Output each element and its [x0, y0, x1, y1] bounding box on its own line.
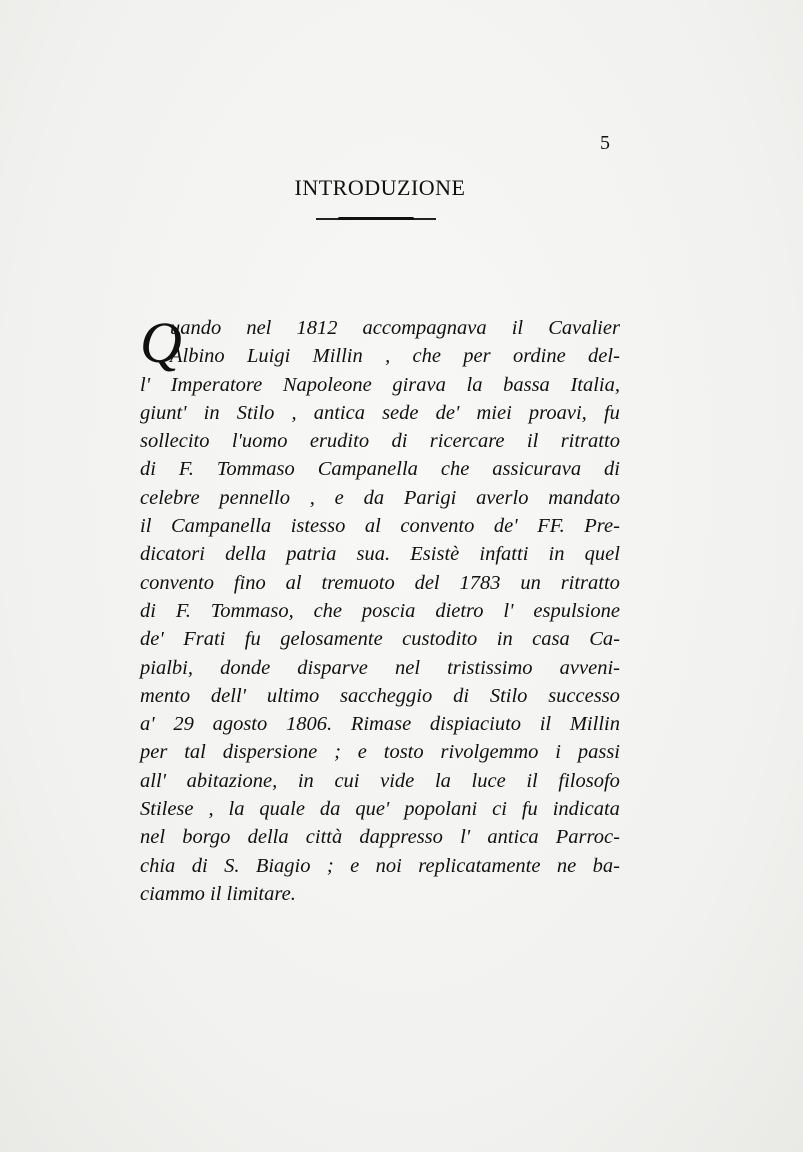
word: di [391, 430, 408, 453]
word: chia [140, 854, 176, 877]
word: donde [220, 656, 271, 679]
word: tristissimo [447, 656, 533, 679]
word: di [140, 599, 156, 622]
text-line [140, 597, 620, 625]
word: luce [471, 769, 506, 792]
word: pennello [219, 486, 290, 509]
word: la [466, 373, 483, 396]
word: sua. [356, 543, 391, 566]
word: Ca- [589, 628, 620, 651]
word: accompagnava [362, 317, 487, 339]
word: che [412, 345, 441, 368]
word: fino [233, 571, 266, 594]
word: averlo [476, 486, 529, 509]
word: Rimase [350, 713, 412, 736]
word: e [334, 486, 344, 509]
text-line [140, 427, 620, 455]
word: in [203, 401, 220, 424]
word: 1783 [459, 571, 501, 594]
word: Biagio [255, 854, 311, 877]
word: ne [556, 854, 577, 877]
word: fu [244, 628, 261, 651]
word: al [364, 515, 381, 538]
text-line [140, 710, 620, 738]
text-line: ciammo il limitare. [140, 882, 296, 905]
word: Tommaso, [210, 599, 294, 622]
word: filosofo [558, 769, 620, 792]
word: patria [286, 543, 337, 566]
word: , [309, 486, 315, 509]
word: girava [392, 373, 446, 396]
word: ci [492, 798, 507, 821]
word: Esistè [410, 543, 460, 566]
word: nel [394, 656, 421, 679]
word: di [140, 458, 156, 481]
word: fu [603, 401, 620, 424]
word: 1812 [296, 317, 338, 339]
word: Stilo [236, 401, 275, 424]
word: istesso [290, 515, 346, 538]
word: mandato [548, 486, 620, 509]
word: da [319, 798, 341, 821]
word: sollecito [140, 430, 210, 453]
word: antica [487, 826, 539, 849]
word: dispiaciuto [429, 713, 522, 736]
word: ; [334, 741, 341, 764]
word: pialbi, [140, 656, 193, 679]
body-text [140, 310, 620, 908]
word: ricercare [429, 430, 505, 453]
page-number: 5 [600, 132, 610, 154]
word: per [463, 345, 491, 368]
word: assicurava [492, 458, 582, 481]
word: convento [140, 571, 214, 594]
word: di [604, 458, 620, 481]
chapter-heading: INTRODUZIONE [294, 174, 466, 200]
word: ; [326, 854, 334, 877]
word: avveni- [559, 656, 620, 679]
word: i [555, 741, 561, 764]
text-line [140, 371, 620, 399]
word: giunt' [140, 401, 187, 424]
word: noi [375, 854, 402, 877]
word: dappresso [359, 826, 443, 849]
word: e [350, 854, 360, 877]
word: quel [584, 543, 620, 566]
text-line [140, 682, 620, 710]
text-line [140, 484, 620, 512]
word: FF. [537, 515, 565, 538]
word: celebre [140, 486, 200, 509]
word: tremuoto [321, 571, 395, 594]
word: mento [140, 684, 191, 707]
word: che [440, 458, 470, 481]
text-line [140, 540, 620, 568]
word: della [225, 543, 267, 566]
word: dell' [210, 684, 247, 707]
word: bassa [503, 373, 550, 396]
word: un [520, 571, 541, 594]
text-line [140, 455, 620, 483]
word: città [305, 826, 343, 849]
word: a' [140, 713, 155, 736]
text-line [140, 823, 620, 851]
word: di [453, 684, 470, 707]
word: ba- [592, 854, 620, 877]
word: dietro [435, 599, 484, 622]
word: erudito [309, 430, 370, 453]
word: ritratto [560, 430, 620, 453]
word: borgo [182, 826, 231, 849]
word: Albino [170, 345, 225, 368]
text-line [140, 625, 620, 653]
decorative-rule [316, 218, 436, 220]
word: de' [493, 515, 518, 538]
paragraph [140, 310, 620, 908]
text-line [170, 314, 620, 342]
word: successo [548, 684, 620, 707]
word: Stilese [140, 798, 194, 821]
word: ultimo [266, 684, 320, 707]
word: cui [334, 769, 360, 792]
text-line [140, 852, 620, 880]
word: di [191, 854, 208, 877]
word: il [526, 769, 538, 792]
word: abitazione, [186, 769, 278, 792]
word: , [385, 345, 391, 368]
word: Campanella [170, 515, 272, 538]
word: l'uomo [231, 430, 288, 453]
word: indicata [552, 798, 620, 821]
word: tosto [383, 741, 424, 764]
word: nel [140, 826, 166, 849]
word: replicatamente [418, 854, 541, 877]
word: custodito [402, 628, 478, 651]
word: casa [532, 628, 570, 651]
word: e [357, 741, 367, 764]
word: Tommaso [216, 458, 295, 481]
word: quale [259, 798, 305, 821]
word: Napoleone [282, 373, 372, 396]
word: poscia [361, 599, 416, 622]
word: sede [382, 401, 419, 424]
word: in [548, 543, 565, 566]
word: l' [503, 599, 514, 622]
text-line [140, 795, 620, 823]
word: S. [224, 854, 240, 877]
word: 1806. [285, 713, 333, 736]
word: uando [170, 317, 222, 339]
text-line [140, 738, 620, 766]
word: dispersione [222, 741, 318, 764]
word: espulsione [533, 599, 620, 622]
word: 29 [173, 713, 194, 736]
word: infatti [479, 543, 529, 566]
word: Pre- [584, 515, 620, 538]
word: Millin [312, 345, 363, 368]
word: Campanella [317, 458, 418, 481]
word: Stilo [489, 684, 528, 707]
text-line [140, 569, 620, 597]
word: de' [435, 401, 460, 424]
word: la [228, 798, 245, 821]
word: Parroc- [555, 826, 620, 849]
word: Italia, [570, 373, 620, 396]
word: nel [246, 317, 272, 339]
word: in [496, 628, 513, 651]
word: del- [588, 345, 620, 368]
drop-cap: Q [140, 310, 182, 375]
word: Parigi [403, 486, 457, 509]
word: , [291, 401, 297, 424]
word: que' [355, 798, 390, 821]
word: della [247, 826, 289, 849]
word: antica [313, 401, 365, 424]
word: miei [476, 401, 512, 424]
word: fu [521, 798, 538, 821]
word: del [414, 571, 440, 594]
word: tal [184, 741, 206, 764]
word: popolani [404, 798, 478, 821]
word: agosto [212, 713, 268, 736]
word: l' [460, 826, 471, 849]
word: Imperatore [170, 373, 263, 396]
word: Luigi [247, 345, 291, 368]
word: proavi, [528, 401, 587, 424]
word: Cavalier [548, 317, 620, 339]
word: Frati [183, 628, 226, 651]
text-line [140, 654, 620, 682]
word: , [208, 798, 214, 821]
word: Millin [569, 713, 620, 736]
word: ordine [512, 345, 566, 368]
text-line [140, 399, 620, 427]
word: la [434, 769, 451, 792]
word: il [539, 713, 552, 736]
word: convento [400, 515, 475, 538]
word: il [511, 317, 524, 339]
word: vide [380, 769, 415, 792]
word: ritratto [560, 571, 620, 594]
text-line [140, 767, 620, 795]
word: al [285, 571, 302, 594]
word: F. [178, 458, 194, 481]
word: all' [140, 769, 167, 792]
word: il [526, 430, 539, 453]
word: gelosamente [280, 628, 383, 651]
word: l' [140, 373, 151, 396]
word: per [140, 741, 168, 764]
text-line [140, 512, 620, 540]
word: passi [577, 741, 620, 764]
word: F. [175, 599, 191, 622]
word: disparve [297, 656, 368, 679]
text-line [170, 342, 620, 370]
word: saccheggio [340, 684, 433, 707]
word: che [313, 599, 343, 622]
word: rivolgemmo [440, 741, 539, 764]
word: il [140, 515, 152, 538]
word: in [297, 769, 314, 792]
word: dicatori [140, 543, 205, 566]
word: da [363, 486, 385, 509]
word: de' [140, 628, 164, 651]
